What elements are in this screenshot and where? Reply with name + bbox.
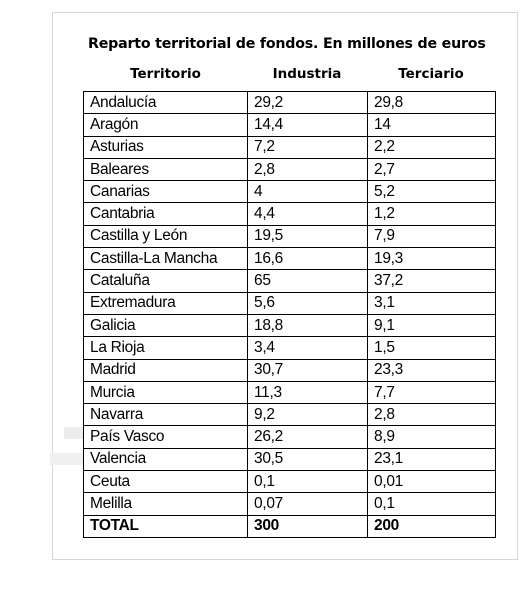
cell-territorio: Aragón: [84, 114, 248, 136]
table-row: [84, 448, 496, 470]
cell-territorio: Madrid: [84, 359, 248, 381]
total-label: TOTAL: [84, 515, 248, 537]
faint-artifact: [64, 427, 84, 439]
cell-industria: 9,2: [248, 404, 368, 426]
cell-industria: 30,5: [248, 448, 368, 470]
cell-territorio: Galicia: [84, 314, 248, 336]
cell-industria: 16,6: [248, 248, 368, 270]
cell-terciario: 7,9: [368, 225, 496, 247]
cell-territorio: Ceuta: [84, 471, 248, 493]
cell-terciario: 8,9: [368, 426, 496, 448]
cell-territorio: Navarra: [84, 404, 248, 426]
cell-terciario: 2,2: [368, 136, 496, 158]
table-row: [84, 248, 496, 270]
table-row: [84, 225, 496, 247]
cell-territorio: Baleares: [84, 158, 248, 180]
cell-industria: 5,6: [248, 292, 368, 314]
cell-territorio: Andalucía: [84, 92, 248, 114]
table-row: [84, 314, 496, 336]
column-header-industria: Industria: [272, 66, 342, 82]
table-title: Reparto territorial de fondos. En millones de euros: [88, 36, 486, 52]
table-row: [84, 337, 496, 359]
cell-industria: 2,8: [248, 158, 368, 180]
cell-terciario: 2,7: [368, 158, 496, 180]
table-row: [84, 114, 496, 136]
column-header-territorio: Territorio: [130, 66, 201, 82]
cell-territorio: Extremadura: [84, 292, 248, 314]
funds-table: [83, 91, 496, 538]
cell-industria: 18,8: [248, 314, 368, 336]
cell-industria: 65: [248, 270, 368, 292]
cell-territorio: Castilla-La Mancha: [84, 248, 248, 270]
cell-industria: 3,4: [248, 337, 368, 359]
cell-terciario: 5,2: [368, 181, 496, 203]
cell-territorio: Cataluña: [84, 270, 248, 292]
table-row: [84, 404, 496, 426]
table-row: [84, 292, 496, 314]
cell-territorio: La Rioja: [84, 337, 248, 359]
cell-industria: 29,2: [248, 92, 368, 114]
faint-artifact: [50, 453, 84, 465]
cell-industria: 26,2: [248, 426, 368, 448]
table-row: [84, 426, 496, 448]
cell-territorio: Canarias: [84, 181, 248, 203]
cell-terciario: 29,8: [368, 92, 496, 114]
table-row: [84, 136, 496, 158]
cell-terciario: 19,3: [368, 248, 496, 270]
cell-terciario: 0,1: [368, 493, 496, 515]
cell-industria: 4: [248, 181, 368, 203]
cell-terciario: 2,8: [368, 404, 496, 426]
cell-terciario: 23,3: [368, 359, 496, 381]
table-row: [84, 203, 496, 225]
table-row: [84, 92, 496, 114]
cell-territorio: Murcia: [84, 381, 248, 403]
total-row: [84, 515, 496, 537]
cell-industria: 30,7: [248, 359, 368, 381]
cell-territorio: Melilla: [84, 493, 248, 515]
cell-industria: 19,5: [248, 225, 368, 247]
cell-terciario: 23,1: [368, 448, 496, 470]
cell-industria: 7,2: [248, 136, 368, 158]
table-row: [84, 381, 496, 403]
cell-terciario: 3,1: [368, 292, 496, 314]
total-terciario: 200: [368, 515, 496, 537]
table-row: [84, 359, 496, 381]
cell-terciario: 1,2: [368, 203, 496, 225]
cell-territorio: Valencia: [84, 448, 248, 470]
cell-industria: 0,1: [248, 471, 368, 493]
table-row: [84, 181, 496, 203]
column-header-terciario: Terciario: [398, 66, 464, 82]
cell-terciario: 9,1: [368, 314, 496, 336]
cell-territorio: Castilla y León: [84, 225, 248, 247]
cell-industria: 0,07: [248, 493, 368, 515]
cell-terciario: 7,7: [368, 381, 496, 403]
cell-industria: 11,3: [248, 381, 368, 403]
cell-terciario: 1,5: [368, 337, 496, 359]
cell-terciario: 37,2: [368, 270, 496, 292]
table-row: [84, 471, 496, 493]
cell-industria: 4,4: [248, 203, 368, 225]
cell-territorio: Cantabria: [84, 203, 248, 225]
total-industria: 300: [248, 515, 368, 537]
table-row: [84, 270, 496, 292]
cell-territorio: Asturias: [84, 136, 248, 158]
cell-terciario: 14: [368, 114, 496, 136]
cell-terciario: 0,01: [368, 471, 496, 493]
table-row: [84, 158, 496, 180]
cell-industria: 14,4: [248, 114, 368, 136]
table-row: [84, 493, 496, 515]
cell-territorio: País Vasco: [84, 426, 248, 448]
